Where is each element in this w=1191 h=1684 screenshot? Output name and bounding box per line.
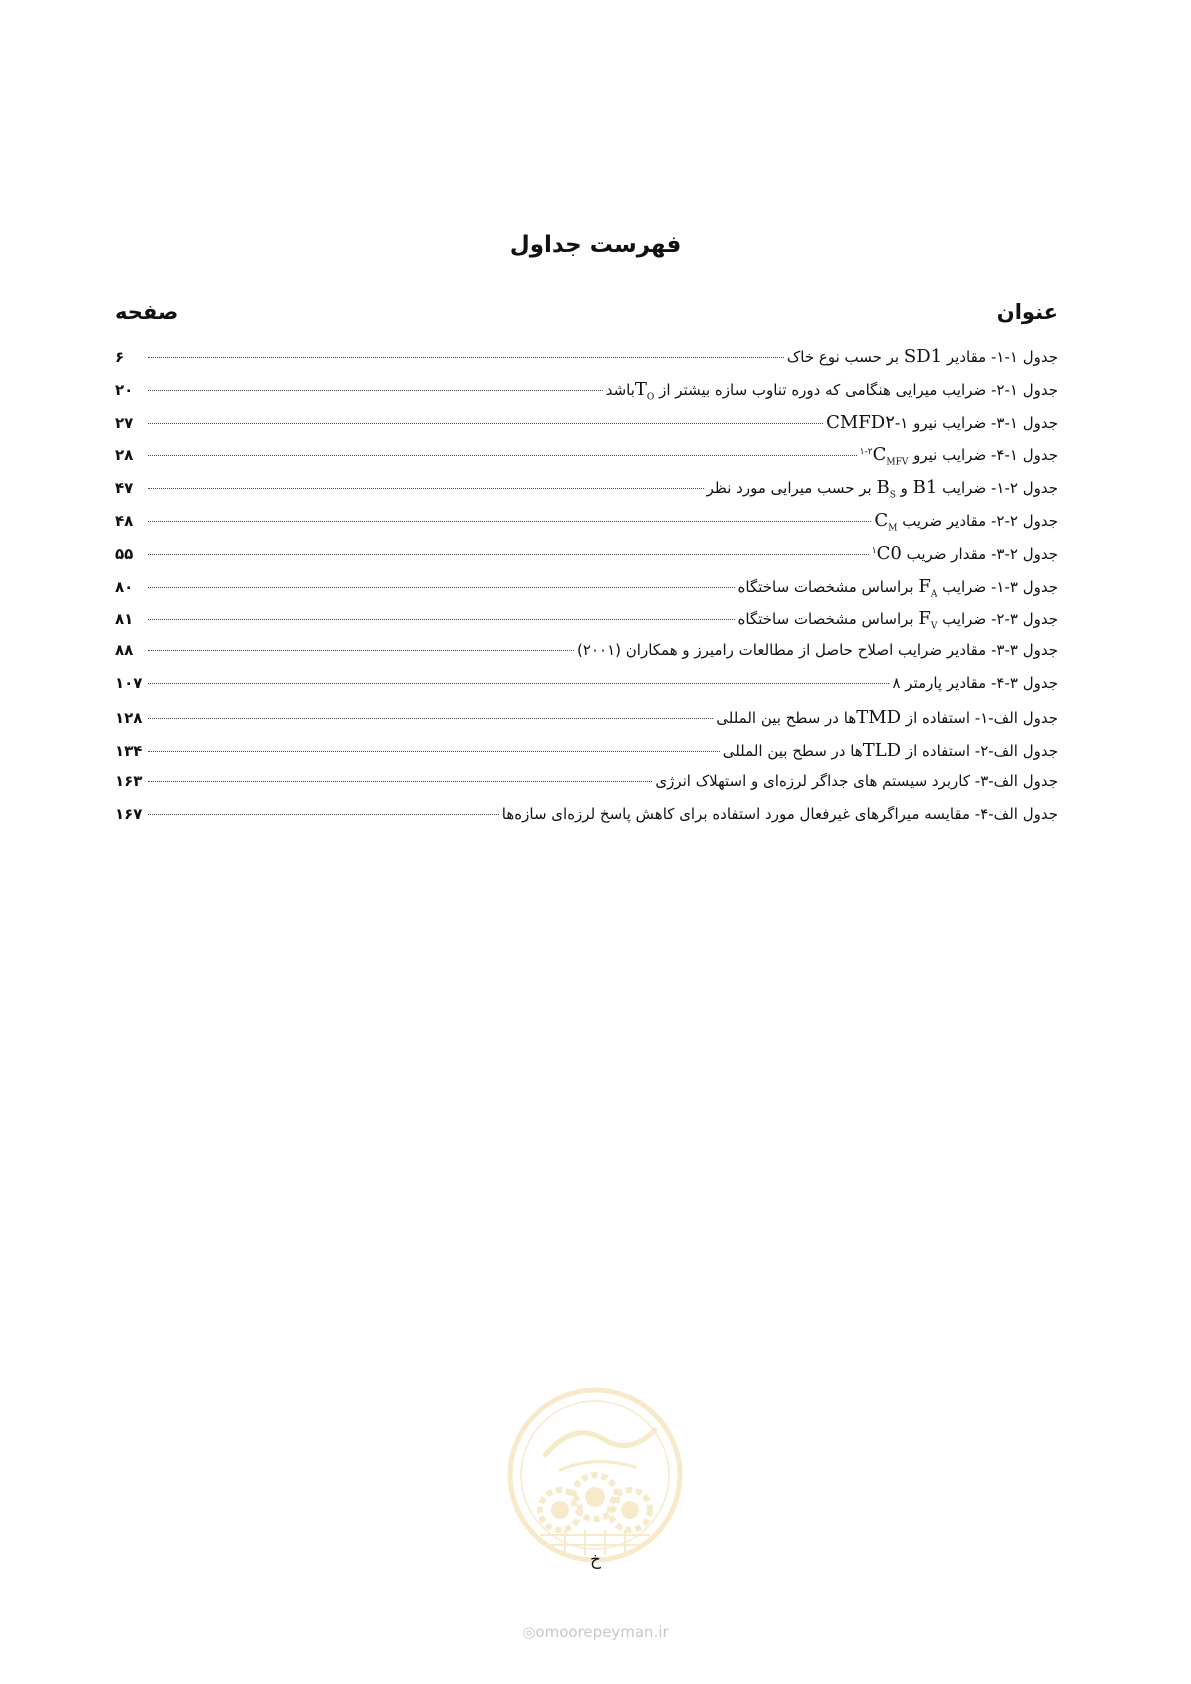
dot-leader — [148, 423, 823, 424]
toc-row[interactable] — [115, 641, 1058, 674]
site-url-text: omoorepeyman.ir — [535, 1623, 669, 1641]
toc-entry-title: جدول ۱-۳- ضرایب نیرو ۱-CMFD۲ — [826, 411, 1058, 433]
dot-leader — [148, 751, 720, 752]
dot-leader — [148, 488, 704, 489]
toc-row[interactable] — [115, 510, 1058, 543]
toc-row[interactable] — [115, 346, 1058, 379]
column-header-title: عنوان — [996, 300, 1058, 324]
toc-entry-page: ۱۶۷ — [115, 805, 143, 824]
toc-entry-page: ۴۷ — [115, 479, 134, 498]
toc-entry-title: جدول ۳-۴- مقادیر پارمتر ۸ — [892, 673, 1058, 692]
omoorepeyman-logo-icon — [505, 1385, 685, 1565]
page-title: فهرست جداول — [509, 232, 682, 258]
toc-row[interactable] — [115, 412, 1058, 445]
toc-entry-title: جدول الف-۱- استفاده از TMDها در سطح بین المللی — [716, 706, 1058, 728]
toc-row[interactable] — [115, 477, 1058, 510]
toc-row[interactable] — [115, 543, 1058, 576]
toc-entry-page: ۴۸ — [115, 511, 134, 530]
toc-entry-page: ۲۷ — [115, 413, 134, 432]
toc-entry-title: جدول الف-۲- استفاده از TLDها در سطح بین المللی — [722, 739, 1058, 761]
toc-entry-title: جدول ۱-۲- ضرایب میرایی هنگامی که دوره تناوب سازه بیشتر از $T_Oباشد$ — [605, 378, 1058, 403]
toc-entry-page: ۶ — [115, 348, 125, 366]
toc-entry-title: جدول ۳-۳- مقادیر ضرایب اصلاح حاصل از مطالعات رامیرز و همکاران (۲۰۰۱) — [577, 641, 1058, 660]
toc-row[interactable] — [115, 674, 1058, 707]
dot-leader — [148, 587, 735, 588]
toc-entry-page: ۸۱ — [115, 610, 134, 629]
toc-entry-page: ۸۸ — [115, 641, 134, 660]
dot-leader — [148, 718, 713, 719]
toc-entry-page: ۵۵ — [115, 544, 134, 563]
toc-entry-title: جدول ۱-۴- ضرایب نیرو $C_{MFV}^{۲-۱}$ — [859, 444, 1058, 468]
toc-row[interactable] — [115, 608, 1058, 641]
toc-entry-page: ۱۲۸ — [115, 708, 143, 727]
dot-leader — [148, 814, 499, 815]
dot-leader — [148, 521, 871, 522]
toc-row[interactable] — [115, 444, 1058, 477]
site-url — [0, 1623, 1191, 1641]
dot-leader — [148, 554, 869, 555]
toc-entry-title: جدول الف-۴- مقایسه میراگرهای غیرفعال مورد استفاده برای کاهش پاسخ لرزه‌ای سازه‌ها — [501, 805, 1058, 824]
toc-entry-title: جدول ۲-۳- مقدار ضریب $C0^۱$ — [871, 542, 1058, 564]
dot-leader — [148, 357, 784, 358]
toc-row[interactable] — [115, 379, 1058, 412]
dot-leader — [148, 781, 652, 782]
toc-row[interactable] — [115, 772, 1058, 805]
dot-leader — [148, 650, 574, 651]
toc-entry-title: جدول الف-۳- کاربرد سیستم های جداگر لرزه‌ای و استهلاک انرژی — [655, 772, 1058, 791]
toc-entry-page: ۱۰۷ — [115, 673, 143, 692]
toc-entry-page: ۲۸ — [115, 446, 134, 465]
page-number: خ — [590, 1550, 601, 1570]
toc-row[interactable] — [115, 740, 1058, 773]
globe-icon: ◎ — [522, 1623, 536, 1641]
toc-entry-title: جدول ۱-۱- مقادیر SD1 بر حسب نوع خاک — [786, 346, 1058, 367]
toc-row[interactable] — [115, 576, 1058, 609]
dot-leader — [148, 390, 603, 391]
toc-entry-title: جدول ۲-۲- مقادیر ضریب $C_M$ — [874, 509, 1058, 534]
toc-row[interactable] — [115, 707, 1058, 740]
toc-entry-page: ۱۳۴ — [115, 741, 143, 760]
table-of-tables — [115, 346, 1058, 838]
dot-leader — [148, 619, 735, 620]
toc-entry-page: ۸۰ — [115, 577, 134, 596]
column-header-page: صفحه — [115, 300, 179, 324]
toc-entry-page: ۲۰ — [115, 380, 134, 399]
toc-entry-title: جدول ۲-۱- ضرایب B1 و $B_S$ بر حسب میرایی مورد نظر — [706, 477, 1058, 501]
toc-entry-title: جدول ۳-۲- ضرایب $F_V$ براساس مشخصات ساختگاه — [737, 608, 1058, 632]
toc-entry-title: جدول ۳-۱- ضرایب $F_A$ براساس مشخصات ساختگاه — [737, 575, 1058, 600]
toc-entry-page: ۱۶۳ — [115, 772, 143, 791]
dot-leader — [148, 455, 857, 456]
toc-row[interactable] — [115, 805, 1058, 838]
dot-leader — [148, 683, 889, 684]
